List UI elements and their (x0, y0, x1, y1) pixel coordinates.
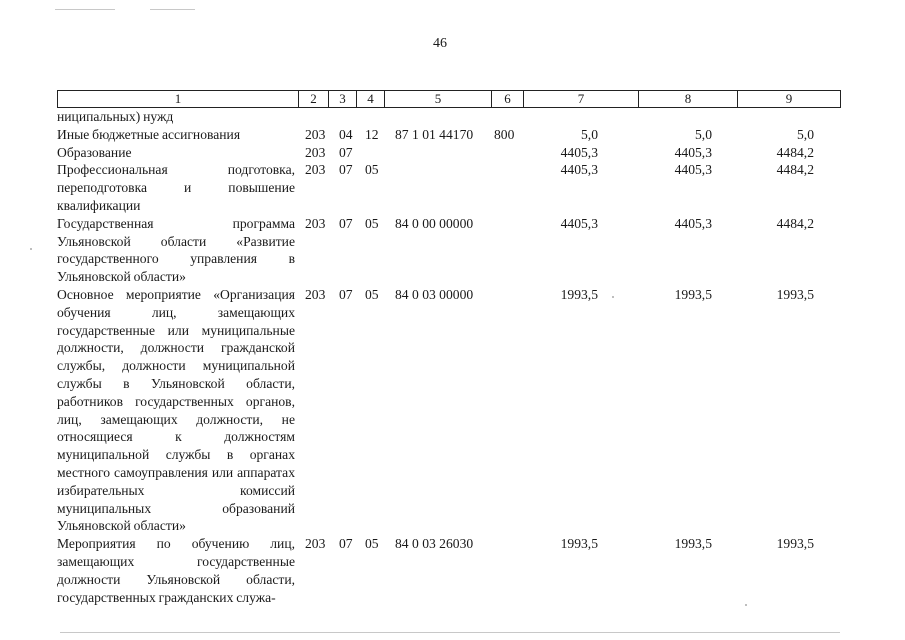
amount-cell-year1: 4405,3 (560, 215, 598, 231)
section-code-cell: 07 (339, 215, 353, 231)
amount-cell-year1: 4405,3 (560, 162, 598, 178)
admin-code-cell: 203 (305, 536, 326, 552)
section-code-cell: 07 (339, 286, 353, 302)
amount-cell-year1: 4405,3 (560, 144, 598, 160)
amount-cell-year3: 1993,5 (776, 286, 814, 302)
table-row (57, 126, 840, 144)
subsection-code-cell: 05 (365, 215, 379, 231)
scan-artifact (55, 9, 115, 10)
table-row (57, 144, 840, 162)
column-header: 3 (329, 91, 357, 108)
section-code-cell: 07 (339, 536, 353, 552)
budget-table-body (57, 108, 840, 606)
amount-cell-year1: 5,0 (581, 126, 598, 142)
subsection-code-cell: 05 (365, 162, 379, 178)
amount-cell-year3: 4484,2 (776, 215, 814, 231)
subsection-code-cell: 05 (365, 536, 379, 552)
amount-cell-year2: 4405,3 (674, 144, 712, 160)
amount-cell-year2: 1993,5 (674, 286, 712, 302)
amount-cell-year2: 1993,5 (674, 536, 712, 552)
section-code-cell: 07 (339, 144, 353, 160)
column-header-row (58, 91, 841, 108)
amount-cell-year1: 1993,5 (560, 536, 598, 552)
amount-cell-year1: 1993,5 (560, 286, 598, 302)
column-header: 8 (639, 91, 738, 108)
admin-code-cell: 203 (305, 215, 326, 231)
column-header: 5 (385, 91, 492, 108)
column-header: 1 (58, 91, 299, 108)
column-header: 6 (492, 91, 524, 108)
subsection-code-cell: 05 (365, 286, 379, 302)
item-name-cell: ниципальных) нужд (57, 109, 174, 124)
target-article-cell: 84 0 00 00000 (395, 215, 474, 231)
section-code-cell: 07 (339, 162, 353, 178)
column-header-table (57, 90, 841, 108)
amount-cell-year2: 5,0 (695, 126, 712, 142)
amount-cell-year2: 4405,3 (674, 162, 712, 178)
table-row (57, 286, 840, 535)
admin-code-cell: 203 (305, 162, 326, 178)
table-row (57, 108, 840, 126)
target-article-cell: 87 1 01 44170 (395, 126, 474, 142)
column-header: 4 (357, 91, 385, 108)
amount-cell-year3: 5,0 (797, 126, 814, 142)
page-number: 46 (433, 36, 447, 51)
table-row (57, 161, 840, 214)
target-article-cell: 84 0 03 26030 (395, 536, 474, 552)
expense-type-cell: 800 (494, 126, 515, 142)
item-name-cell: Основное мероприятие «Организация обучения лиц, замещающих государственные или муниципальные должности, должности гражданской службы, должности муниципальной службы в Ульяновской области, работников государственных органов, лиц, замещающих должности, не относящиеся к должностям муниципальной службы в органах местного самоуправления или аппаратах избирательных комиссий муниципальных образований Ульяновской области» (57, 286, 295, 534)
item-name-cell: Иные бюджетные ассигнования (57, 126, 241, 142)
item-name-cell: Образование (57, 144, 132, 160)
target-article-cell: 84 0 03 00000 (395, 286, 474, 302)
scan-artifact (150, 9, 195, 10)
admin-code-cell: 203 (305, 126, 326, 142)
section-code-cell: 04 (339, 126, 353, 142)
amount-cell-year3: 1993,5 (776, 536, 814, 552)
column-header: 9 (738, 91, 841, 108)
item-name-cell: Профессиональная подготовка, переподготовка и повышение квалификации (57, 162, 295, 213)
amount-cell-year3: 4484,2 (776, 162, 814, 178)
item-name-cell: Мероприятия по обучению лиц, замещающих государственные должности Ульяновской области, государственных гражданских служа- (57, 536, 295, 605)
amount-cell-year3: 4484,2 (776, 144, 814, 160)
scan-speck (30, 248, 32, 250)
admin-code-cell: 203 (305, 286, 326, 302)
table-row (57, 535, 840, 606)
table-row (57, 215, 840, 286)
amount-cell-year2: 4405,3 (674, 215, 712, 231)
admin-code-cell: 203 (305, 144, 326, 160)
column-header: 7 (524, 91, 639, 108)
subsection-code-cell: 12 (365, 126, 379, 142)
item-name-cell: Государственная программа Ульяновской области «Развитие государственного управления в Ульяновской области» (57, 215, 295, 285)
scan-artifact (60, 632, 840, 633)
column-header: 2 (299, 91, 329, 108)
